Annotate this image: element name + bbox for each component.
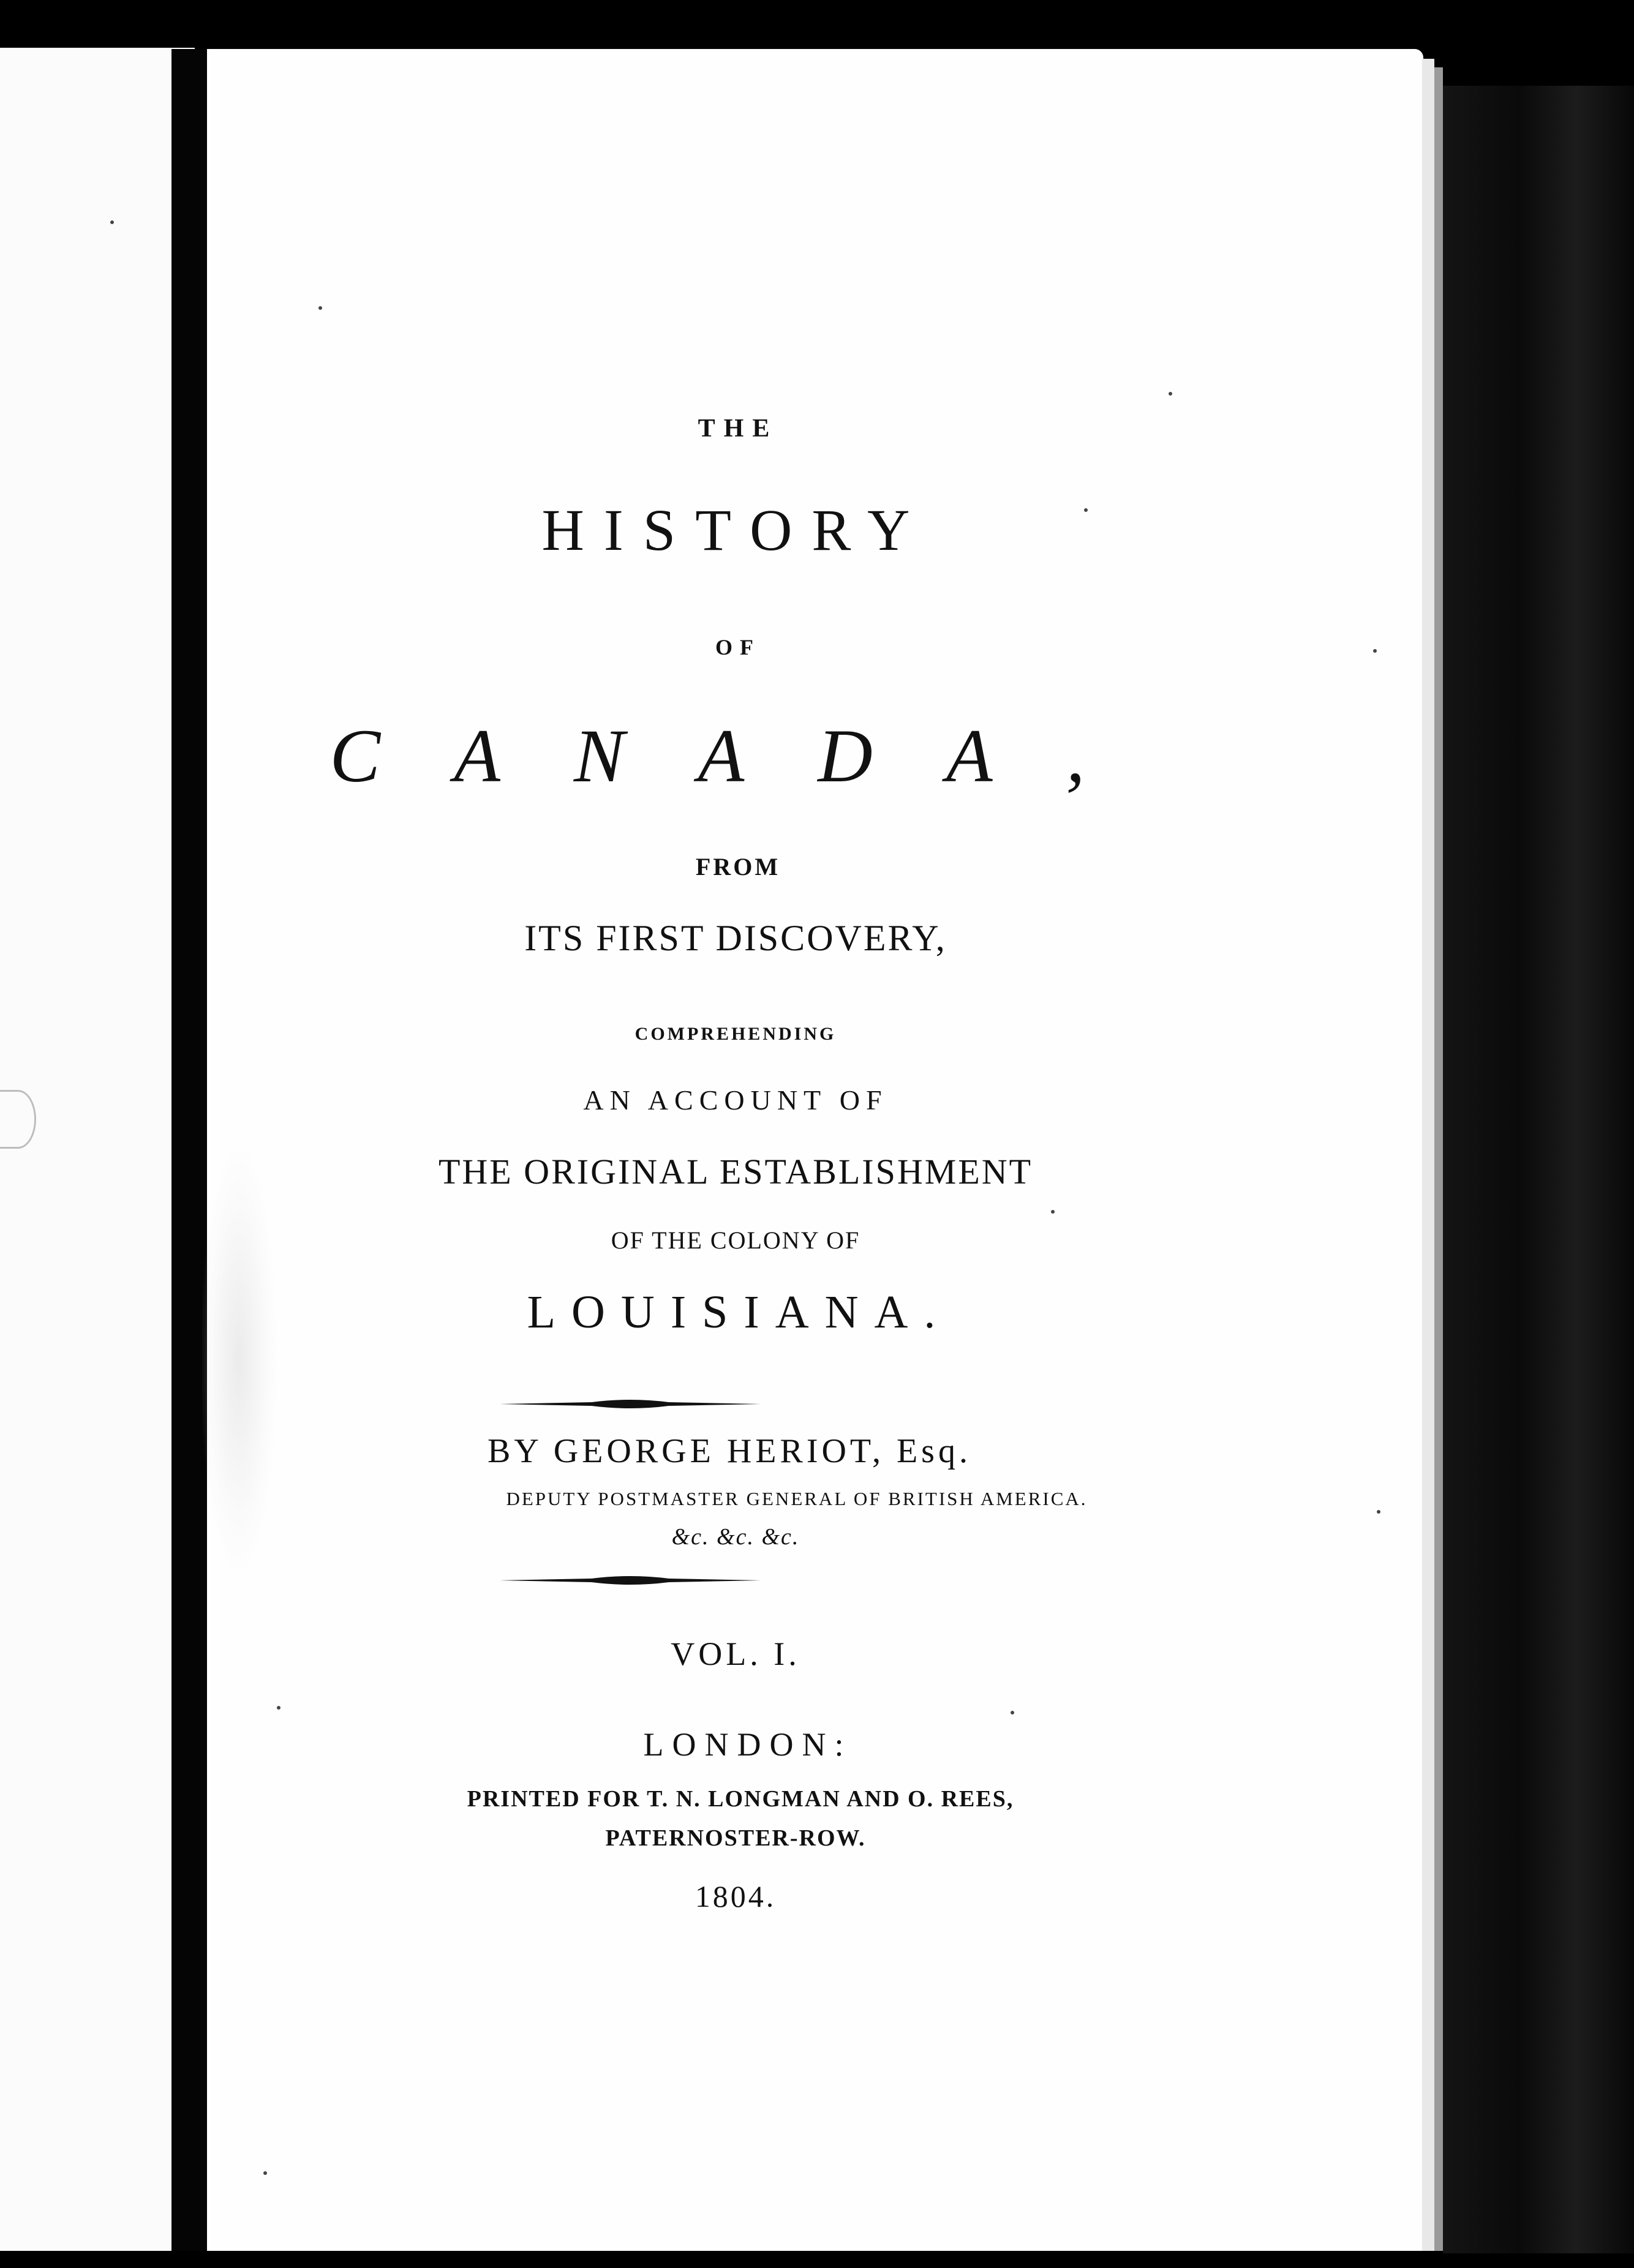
title-of: OF [715, 635, 761, 659]
page-edge-shadow [1434, 67, 1443, 2251]
author-office: DEPUTY POSTMASTER GENERAL OF BRITISH AMERICA. [506, 1488, 1088, 1509]
subtitle-original-establishment: THE ORIGINAL ESTABLISHMENT [438, 1152, 1033, 1192]
imprint-printer: PRINTED FOR T. N. LONGMAN AND O. REES, [467, 1786, 1014, 1812]
ornamental-rule [500, 1397, 761, 1403]
author-etc: &c. &c. &c. [671, 1524, 800, 1550]
subtitle-account-of: AN ACCOUNT OF [583, 1084, 888, 1116]
title-history: HISTORY [541, 497, 930, 563]
left-page [0, 48, 195, 2251]
title-canada: CANADA, [329, 714, 1159, 798]
book-cover-edge [1443, 86, 1634, 2253]
subtitle-of-the-colony: OF THE COLONY OF [611, 1226, 860, 1254]
left-page-mark [0, 1090, 36, 1149]
title-block [207, 0, 1423, 2268]
volume-number: VOL. I. [671, 1635, 800, 1672]
ornamental-rule [500, 1574, 761, 1580]
subtitle-louisiana: LOUISIANA. [527, 1286, 952, 1338]
imprint-place: LONDON: [643, 1726, 853, 1763]
page-edge [1422, 59, 1434, 2251]
author-line: BY GEORGE HERIOT, Esq. [488, 1432, 971, 1470]
subtitle-comprehending: COMPREHENDING [634, 1024, 837, 1044]
paper-speck [110, 220, 114, 224]
subtitle-first-discovery: ITS FIRST DISCOVERY, [524, 918, 947, 958]
title-the: THE [698, 415, 778, 443]
imprint-year: 1804. [695, 1879, 777, 1913]
imprint-address: PATERNOSTER-ROW. [605, 1825, 866, 1851]
subtitle-from: FROM [695, 853, 781, 881]
gutter-shadow [171, 49, 207, 2251]
